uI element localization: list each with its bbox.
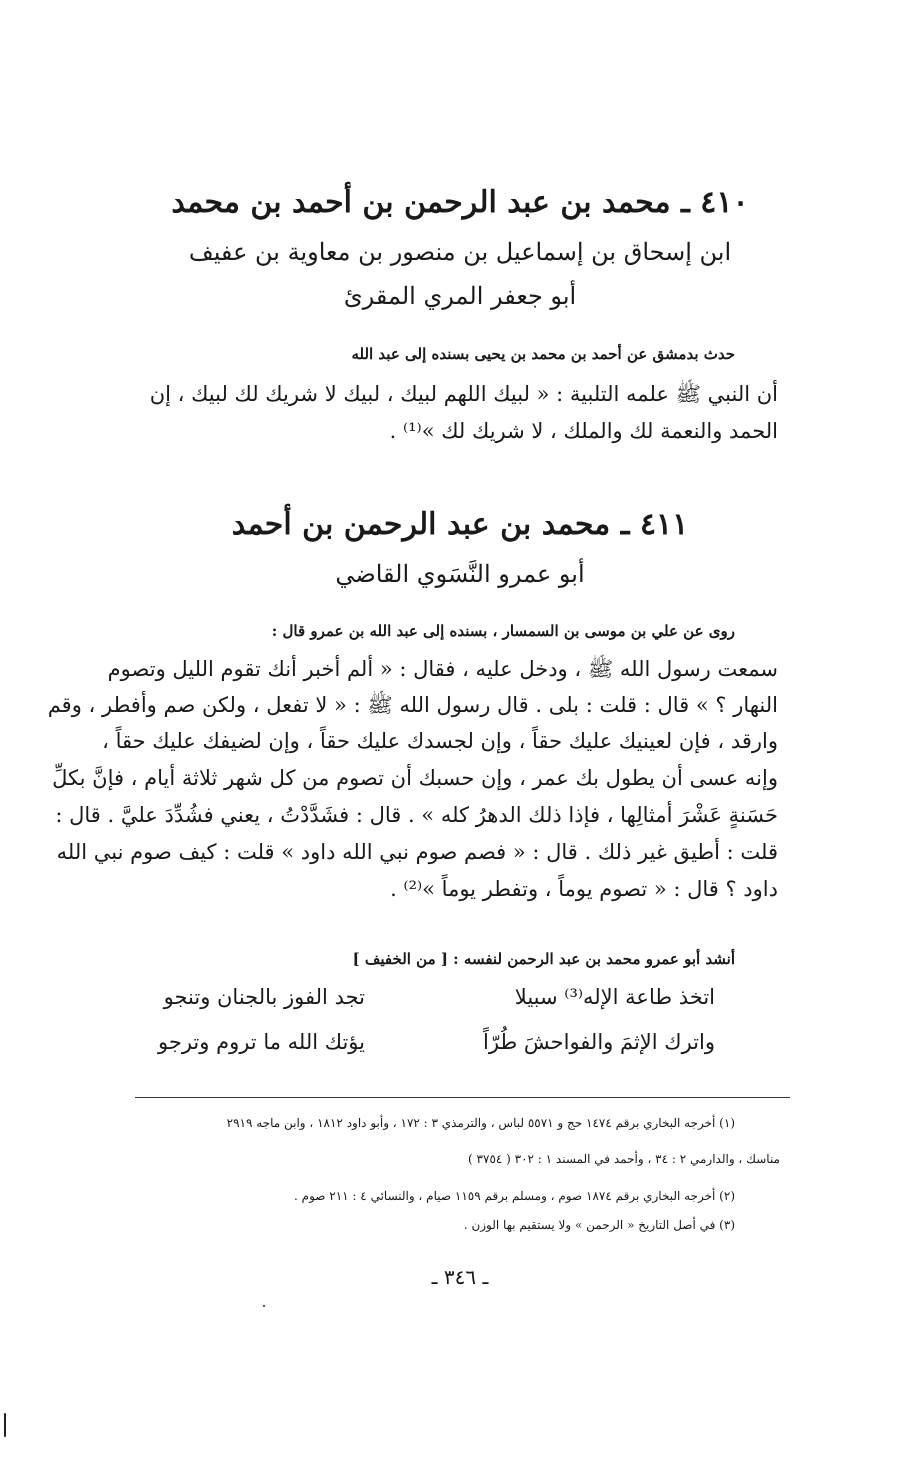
verse-2-second-hemistich: يؤتك الله ما تروم وترجو <box>157 1030 365 1054</box>
entry-411-body-line-5: حَسَنةٍ عَشْرَ أمثالِها ، فإذا ذلك الدهرُ كله » . قال : فشَدَّدْتُ ، يعني فشُدِّدَ عليَّ . قال : <box>55 803 778 827</box>
footnote-1-line-2: مناسك ، والدارمي ٢ : ٣٤ ، وأحمد في المسند ١ : ٣٠٢ ( ٣٧٥٤ ) <box>468 1152 780 1166</box>
page-number: ـ ٣٤٦ ـ <box>431 1265 489 1289</box>
entry-411-body-line-6: قلت : أطيق غير ذلك . قال : « فصم صوم نبي الله داود » قلت : كيف صوم نبي الله <box>56 840 778 864</box>
entry-411-body-line-3: وارقد ، فإن لعينيك عليك حقاً ، وإن لجسدك عليك حقاً ، وإن لضيفك عليك حقاً ، <box>102 729 778 753</box>
poem-intro: أنشد أبو عمرو محمد بن عبد الرحمن لنفسه : [ من الخفيف ] <box>352 950 735 968</box>
entry-410-body-line-1: أن النبي ﷺ علمه التلبية : « لبيك اللهم لبيك ، لبيك لا شريك لك لبيك ، إن <box>149 382 778 406</box>
entry-410-body-line-2: الحمد والنعمة لك والملك ، لا شريك لك »⁽¹⁾ . <box>389 419 778 443</box>
entry-411-body-line-1: سمعت رسول الله ﷺ ، ودخل عليه ، فقال : « ألم أخبر أنك تقوم الليل وتصوم <box>107 657 778 681</box>
footnote-3: (٣) في أصل التاريخ « الرحمن » ولا يستقيم بها الوزن . <box>463 1218 735 1232</box>
verse-2-first-hemistich: واترك الإثمَ والفواحشَ طُرّاً <box>483 1030 715 1054</box>
entry-410-title: ٤١٠ ـ محمد بن عبد الرحمن بن أحمد بن محمد <box>171 185 749 220</box>
scan-speck <box>263 1305 265 1307</box>
entry-411-intro: روى عن علي بن موسى بن السمسار ، بسنده إلى عبد الله بن عمرو قال : <box>271 622 735 640</box>
verse-1-first-hemistich: اتخذ طاعة الإله⁽³⁾ سبيلا <box>514 985 715 1009</box>
entry-410-kunya: أبو جعفر المري المقرئ <box>343 282 577 310</box>
entry-410-lineage: ابن إسحاق بن إسماعيل بن منصور بن معاوية بن عفيف <box>188 238 732 266</box>
verse-1-second-hemistich: تجد الفوز بالجنان وتنجو <box>163 985 365 1009</box>
footnote-2: (٢) أخرجه البخاري برقم ١٨٧٤ صوم ، ومسلم برقم ١١٥٩ صيام ، والنسائي ٤ : ٢١١ صوم . <box>294 1189 735 1203</box>
footnote-separator <box>135 1097 790 1098</box>
entry-411-body-line-2: النهار ؟ » قال : قلت : بلى . قال رسول الله ﷺ : « لا تفعل ، ولكن صم وأفطر ، وقم <box>47 693 778 717</box>
footnote-1-line-1: (١) أخرجه البخاري برقم ١٤٧٤ حج و ٥٥٧١ لباس ، والترمذي ٣ : ١٧٢ ، وأبو داود ١٨١٢ ، وابن ماجه ٢٩١٩ <box>226 1116 735 1130</box>
entry-411-body-line-4: وإنه عسى أن يطول بك عمر ، وإن حسبك أن تصوم من كل شهر ثلاثة أيام ، فإنَّ بكلِّ <box>52 766 778 790</box>
entry-411-kunya: أبو عمرو النَّسَوي القاضي <box>335 560 585 588</box>
entry-411-title: ٤١١ ـ محمد بن عبد الرحمن بن أحمد <box>231 507 689 542</box>
scan-edge-mark <box>4 1413 6 1437</box>
entry-411-body-line-7: داود ؟ قال : « تصوم يوماً ، وتفطر يوماً »⁽²⁾ . <box>390 877 778 901</box>
entry-410-intro: حدث بدمشق عن أحمد بن محمد بن يحيى بسنده إلى عبد الله <box>351 345 735 363</box>
